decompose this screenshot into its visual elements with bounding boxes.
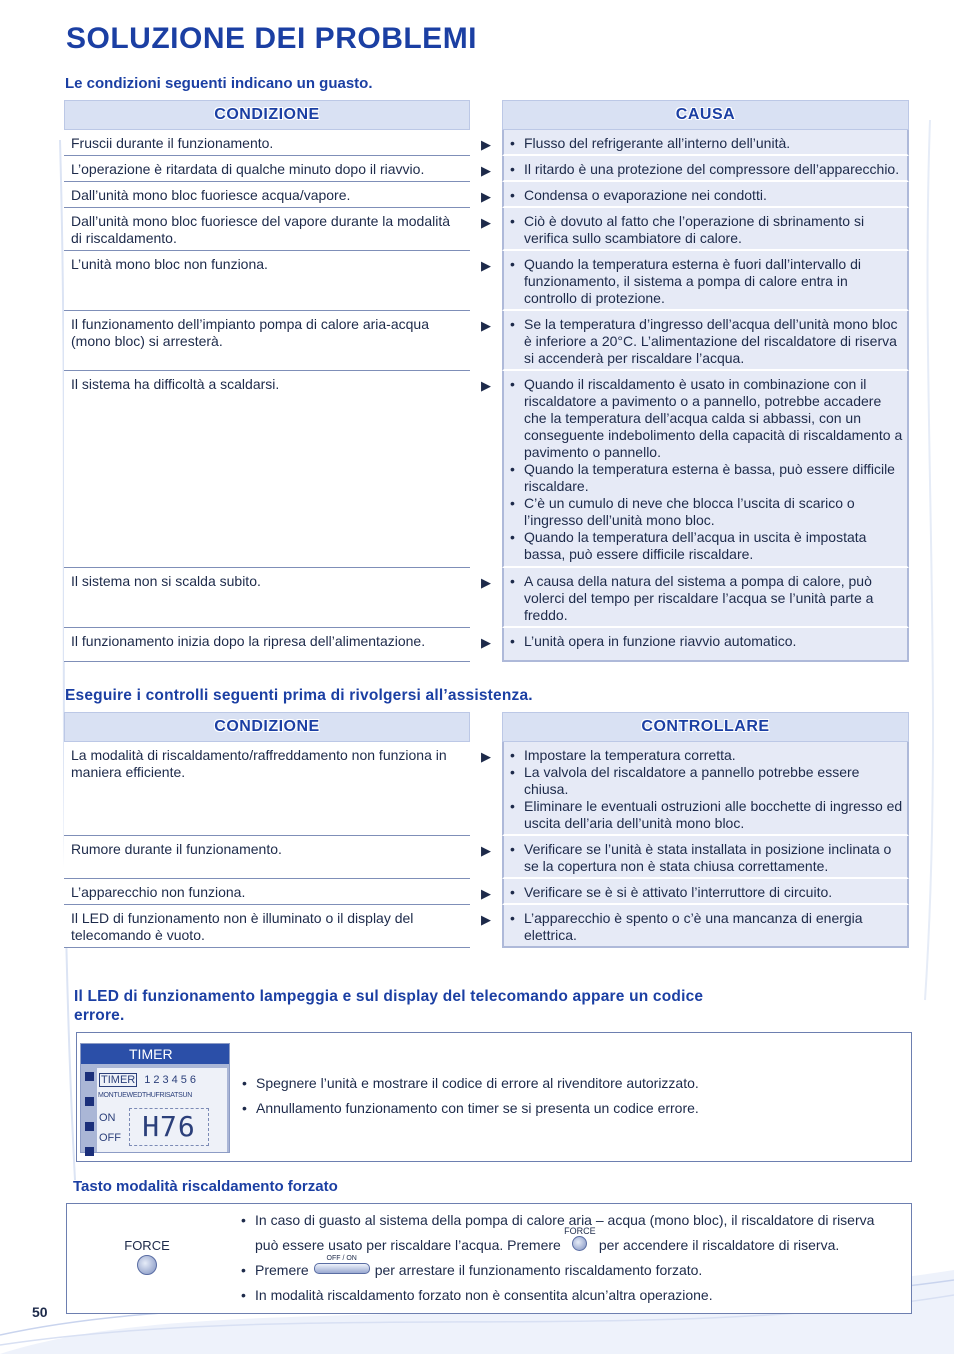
cause-cell bbox=[502, 251, 909, 311]
table-row bbox=[64, 251, 910, 311]
cause-cell bbox=[502, 371, 909, 568]
arrow-right-icon: ▶ bbox=[481, 318, 491, 333]
cause-bullet: • Impostare la temperatura corretta. bbox=[510, 747, 736, 763]
cause-cell bbox=[502, 311, 909, 371]
section3-heading bbox=[74, 987, 914, 1025]
table-row bbox=[64, 130, 910, 156]
cause-bullet: • Il ritardo è una protezione del compressore dell’apparecchio. bbox=[510, 161, 900, 177]
cause-bullet: • C’è un cumulo di neve che blocca l’uscita di scarico o l’ingresso dell’unità mono bloc. bbox=[510, 495, 855, 528]
cause-bullet: • Verificare se l’unità è stata installata in posizione inclinata o se la copertura non è stata chiusa correttamente. bbox=[510, 841, 892, 874]
error-bullet: • Spegnere l’unità e mostrare il codice di errore al rivenditore autorizzato. bbox=[242, 1075, 699, 1091]
arrow-right-icon: ▶ bbox=[481, 886, 491, 901]
condition-cell: La modalità di riscaldamento/raffreddamento non funziona in maniera efficiente. bbox=[64, 742, 470, 836]
table-row bbox=[64, 156, 910, 182]
force-box bbox=[66, 1203, 912, 1314]
arrow-right-icon: ▶ bbox=[481, 137, 491, 152]
force-bullet: • In modalità riscaldamento forzato non è consentita alcun’altra operazione. bbox=[241, 1287, 713, 1303]
cause-cell bbox=[502, 879, 909, 905]
condition-cell: Dall’unità mono bloc fuoriesce del vapore durante la modalità di riscaldamento. bbox=[64, 208, 470, 251]
cause-bullet: • L’unità opera in funzione riavvio automatico. bbox=[510, 633, 797, 649]
arrow-right-icon: ▶ bbox=[481, 258, 491, 273]
table-row bbox=[64, 836, 910, 879]
table-row bbox=[64, 568, 910, 628]
cause-bullet: • L’apparecchio è spento o c’è una mancanza di energia elettrica. bbox=[510, 910, 863, 943]
table-row bbox=[64, 311, 910, 371]
cause-bullet: • A causa della natura del sistema a pompa di calore, può volerci del tempo per riscaldare l’acqua se l’unità parte a freddo. bbox=[510, 573, 874, 623]
indicator-squares bbox=[85, 1072, 94, 1156]
cause-bullet: • Se la temperatura d’ingresso dell’acqua dell’unità mono bloc è inferiore a 20°C. L’alimentazione del riscaldatore di riserva si accenderà per riscaldare l’acqua. bbox=[510, 316, 898, 366]
arrow-right-icon: ▶ bbox=[481, 215, 491, 230]
arrow-right-icon: ▶ bbox=[481, 163, 491, 178]
fault-table-header bbox=[64, 100, 910, 130]
page-number: 50 bbox=[32, 1304, 48, 1320]
condition-cell: Il funzionamento dell’impianto pompa di calore aria-acqua (mono bloc) si arresterà. bbox=[64, 311, 470, 371]
cause-cell bbox=[502, 905, 909, 948]
check-table-header bbox=[64, 712, 910, 742]
section2-heading: Eseguire i controlli seguenti prima di rivolgersi all’assistenza. bbox=[65, 687, 533, 704]
condition-cell: Il sistema non si scalda subito. bbox=[64, 568, 470, 628]
lcd-day-numbers: 123456 bbox=[144, 1074, 200, 1086]
table-row bbox=[64, 182, 910, 208]
cause-cell bbox=[502, 130, 909, 156]
condition-cell: Il funzionamento inizia dopo la ripresa dell’alimentazione. bbox=[64, 628, 470, 662]
force-bullet-continued: può essere usato per riscaldare l’acqua. Premere FORCE per accendere il riscaldatore di riserva. bbox=[255, 1226, 840, 1253]
cause-cell bbox=[502, 836, 909, 879]
force-button-icon[interactable] bbox=[137, 1255, 157, 1275]
table-row bbox=[64, 628, 910, 662]
arrow-right-icon: ▶ bbox=[481, 843, 491, 858]
table-row bbox=[64, 208, 910, 251]
condition-cell: Fruscii durante il funzionamento. bbox=[64, 130, 470, 156]
force-bullet: • Premere OFF / ON per arrestare il funzionamento riscaldamento forzato. bbox=[241, 1255, 703, 1278]
arrow-right-icon: ▶ bbox=[481, 378, 491, 393]
cause-cell bbox=[502, 742, 909, 836]
force-label: FORCE bbox=[124, 1238, 170, 1253]
page-title: SOLUZIONE DEI PROBLEMI bbox=[66, 22, 478, 55]
cause-cell bbox=[502, 182, 909, 208]
section3-heading-line2: errore. bbox=[74, 1007, 125, 1024]
condition-cell: L’unità mono bloc non funziona. bbox=[64, 251, 470, 311]
cause-bullet: • Verificare se è si è attivato l’interruttore di circuito. bbox=[510, 884, 833, 900]
timer-tab bbox=[81, 1044, 229, 1064]
force-bullet: • In caso di guasto al sistema della pompa di calore aria – acqua (mono bloc), il riscaldatore di riserva bbox=[241, 1212, 875, 1228]
cause-bullet: • La valvola del riscaldatore a pannello potrebbe essere chiusa. bbox=[510, 764, 860, 797]
cause-bullet: • Ciò è dovuto al fatto che l’operazione di sbrinamento si verifica sullo scambiatore di calore. bbox=[510, 213, 865, 246]
arrow-right-icon: ▶ bbox=[481, 189, 491, 204]
cause-bullet: • Quando la temperatura dell’acqua in uscita è impostata bassa, può essere difficile riscaldare. bbox=[510, 529, 867, 562]
lcd-error-code: H76 bbox=[129, 1108, 209, 1146]
arrow-right-icon: ▶ bbox=[481, 749, 491, 764]
cause-cell bbox=[502, 628, 909, 662]
section1-heading: Le condizioni seguenti indicano un guasto. bbox=[65, 75, 373, 92]
remote-display bbox=[80, 1043, 230, 1153]
table-row bbox=[64, 371, 910, 568]
lcd-panel bbox=[97, 1068, 227, 1152]
cause-bullet: • Quando la temperatura esterna è bassa, può essere difficile riscaldare. bbox=[510, 461, 895, 494]
force-button-illustration bbox=[122, 1238, 172, 1275]
condition-cell: Dall’unità mono bloc fuoriesce acqua/vapore. bbox=[64, 182, 470, 208]
table-row bbox=[64, 905, 910, 948]
section3-heading-line1: Il LED di funzionamento lampeggia e sul display del telecomando appare un codice bbox=[74, 988, 704, 1005]
column-header-cause: CAUSA bbox=[675, 106, 736, 123]
cause-bullet: • Flusso del refrigerante all’interno dell’unità. bbox=[510, 135, 791, 151]
condition-cell: Rumore durante il funzionamento. bbox=[64, 836, 470, 879]
timer-tab-label: TIMER bbox=[129, 1046, 173, 1062]
cause-bullet: • Condensa o evaporazione nei condotti. bbox=[510, 187, 767, 203]
condition-cell: L’apparecchio non funziona. bbox=[64, 879, 470, 905]
cause-cell bbox=[502, 208, 909, 251]
table-row bbox=[64, 879, 910, 905]
arrow-right-icon: ▶ bbox=[481, 912, 491, 927]
lcd-off-label: OFF bbox=[99, 1132, 121, 1144]
lcd-timer-label: TIMER bbox=[101, 1074, 136, 1086]
condition-cell: Il LED di funzionamento non è illuminato o il display del telecomando è vuoto. bbox=[64, 905, 470, 948]
force-inline-icon: FORCE bbox=[561, 1227, 599, 1252]
column-header-check: CONTROLLARE bbox=[641, 718, 770, 735]
cause-cell bbox=[502, 568, 909, 628]
fault-table bbox=[64, 100, 910, 662]
check-table bbox=[64, 712, 910, 948]
table-row bbox=[64, 742, 910, 836]
cause-bullet: • Quando il riscaldamento è usato in combinazione con il riscaldatore a pavimento o a pannello, potrebbe accadere che la temperatura dell’acqua calda si abbassi, con un conseguente indebolimento della capacità di riscaldamento a pavimento o pannello. bbox=[510, 376, 903, 460]
error-bullet: • Annullamento funzionamento con timer se si presenta un codice errore. bbox=[242, 1100, 699, 1116]
offon-inline-icon: OFF / ON bbox=[312, 1254, 372, 1279]
cause-cell bbox=[502, 156, 909, 182]
cause-bullet: • Quando la temperatura esterna è fuori dall’intervallo di funzionamento, il sistema a pompa di calore entra in controllo di protezione. bbox=[510, 256, 861, 306]
condition-cell: Il sistema ha difficoltà a scaldarsi. bbox=[64, 371, 470, 568]
error-code-box bbox=[76, 1032, 912, 1162]
lcd-days: MONTUEWEDTHUFRISATSUN bbox=[98, 1092, 192, 1099]
arrow-right-icon: ▶ bbox=[481, 635, 491, 650]
error-bullets bbox=[242, 1071, 699, 1121]
column-header-condition: CONDIZIONE bbox=[214, 718, 320, 735]
section4-heading: Tasto modalità riscaldamento forzato bbox=[73, 1178, 338, 1195]
lcd-on-label: ON bbox=[99, 1112, 116, 1124]
column-header-condition: CONDIZIONE bbox=[214, 106, 320, 123]
cause-bullet: • Eliminare le eventuali ostruzioni alle bocchette di ingresso ed uscita dell’aria dell’unità mono bloc. bbox=[510, 798, 903, 831]
condition-cell: L’operazione è ritardata di qualche minuto dopo il riavvio. bbox=[64, 156, 470, 182]
force-bullets bbox=[241, 1208, 874, 1308]
arrow-right-icon: ▶ bbox=[481, 575, 491, 590]
